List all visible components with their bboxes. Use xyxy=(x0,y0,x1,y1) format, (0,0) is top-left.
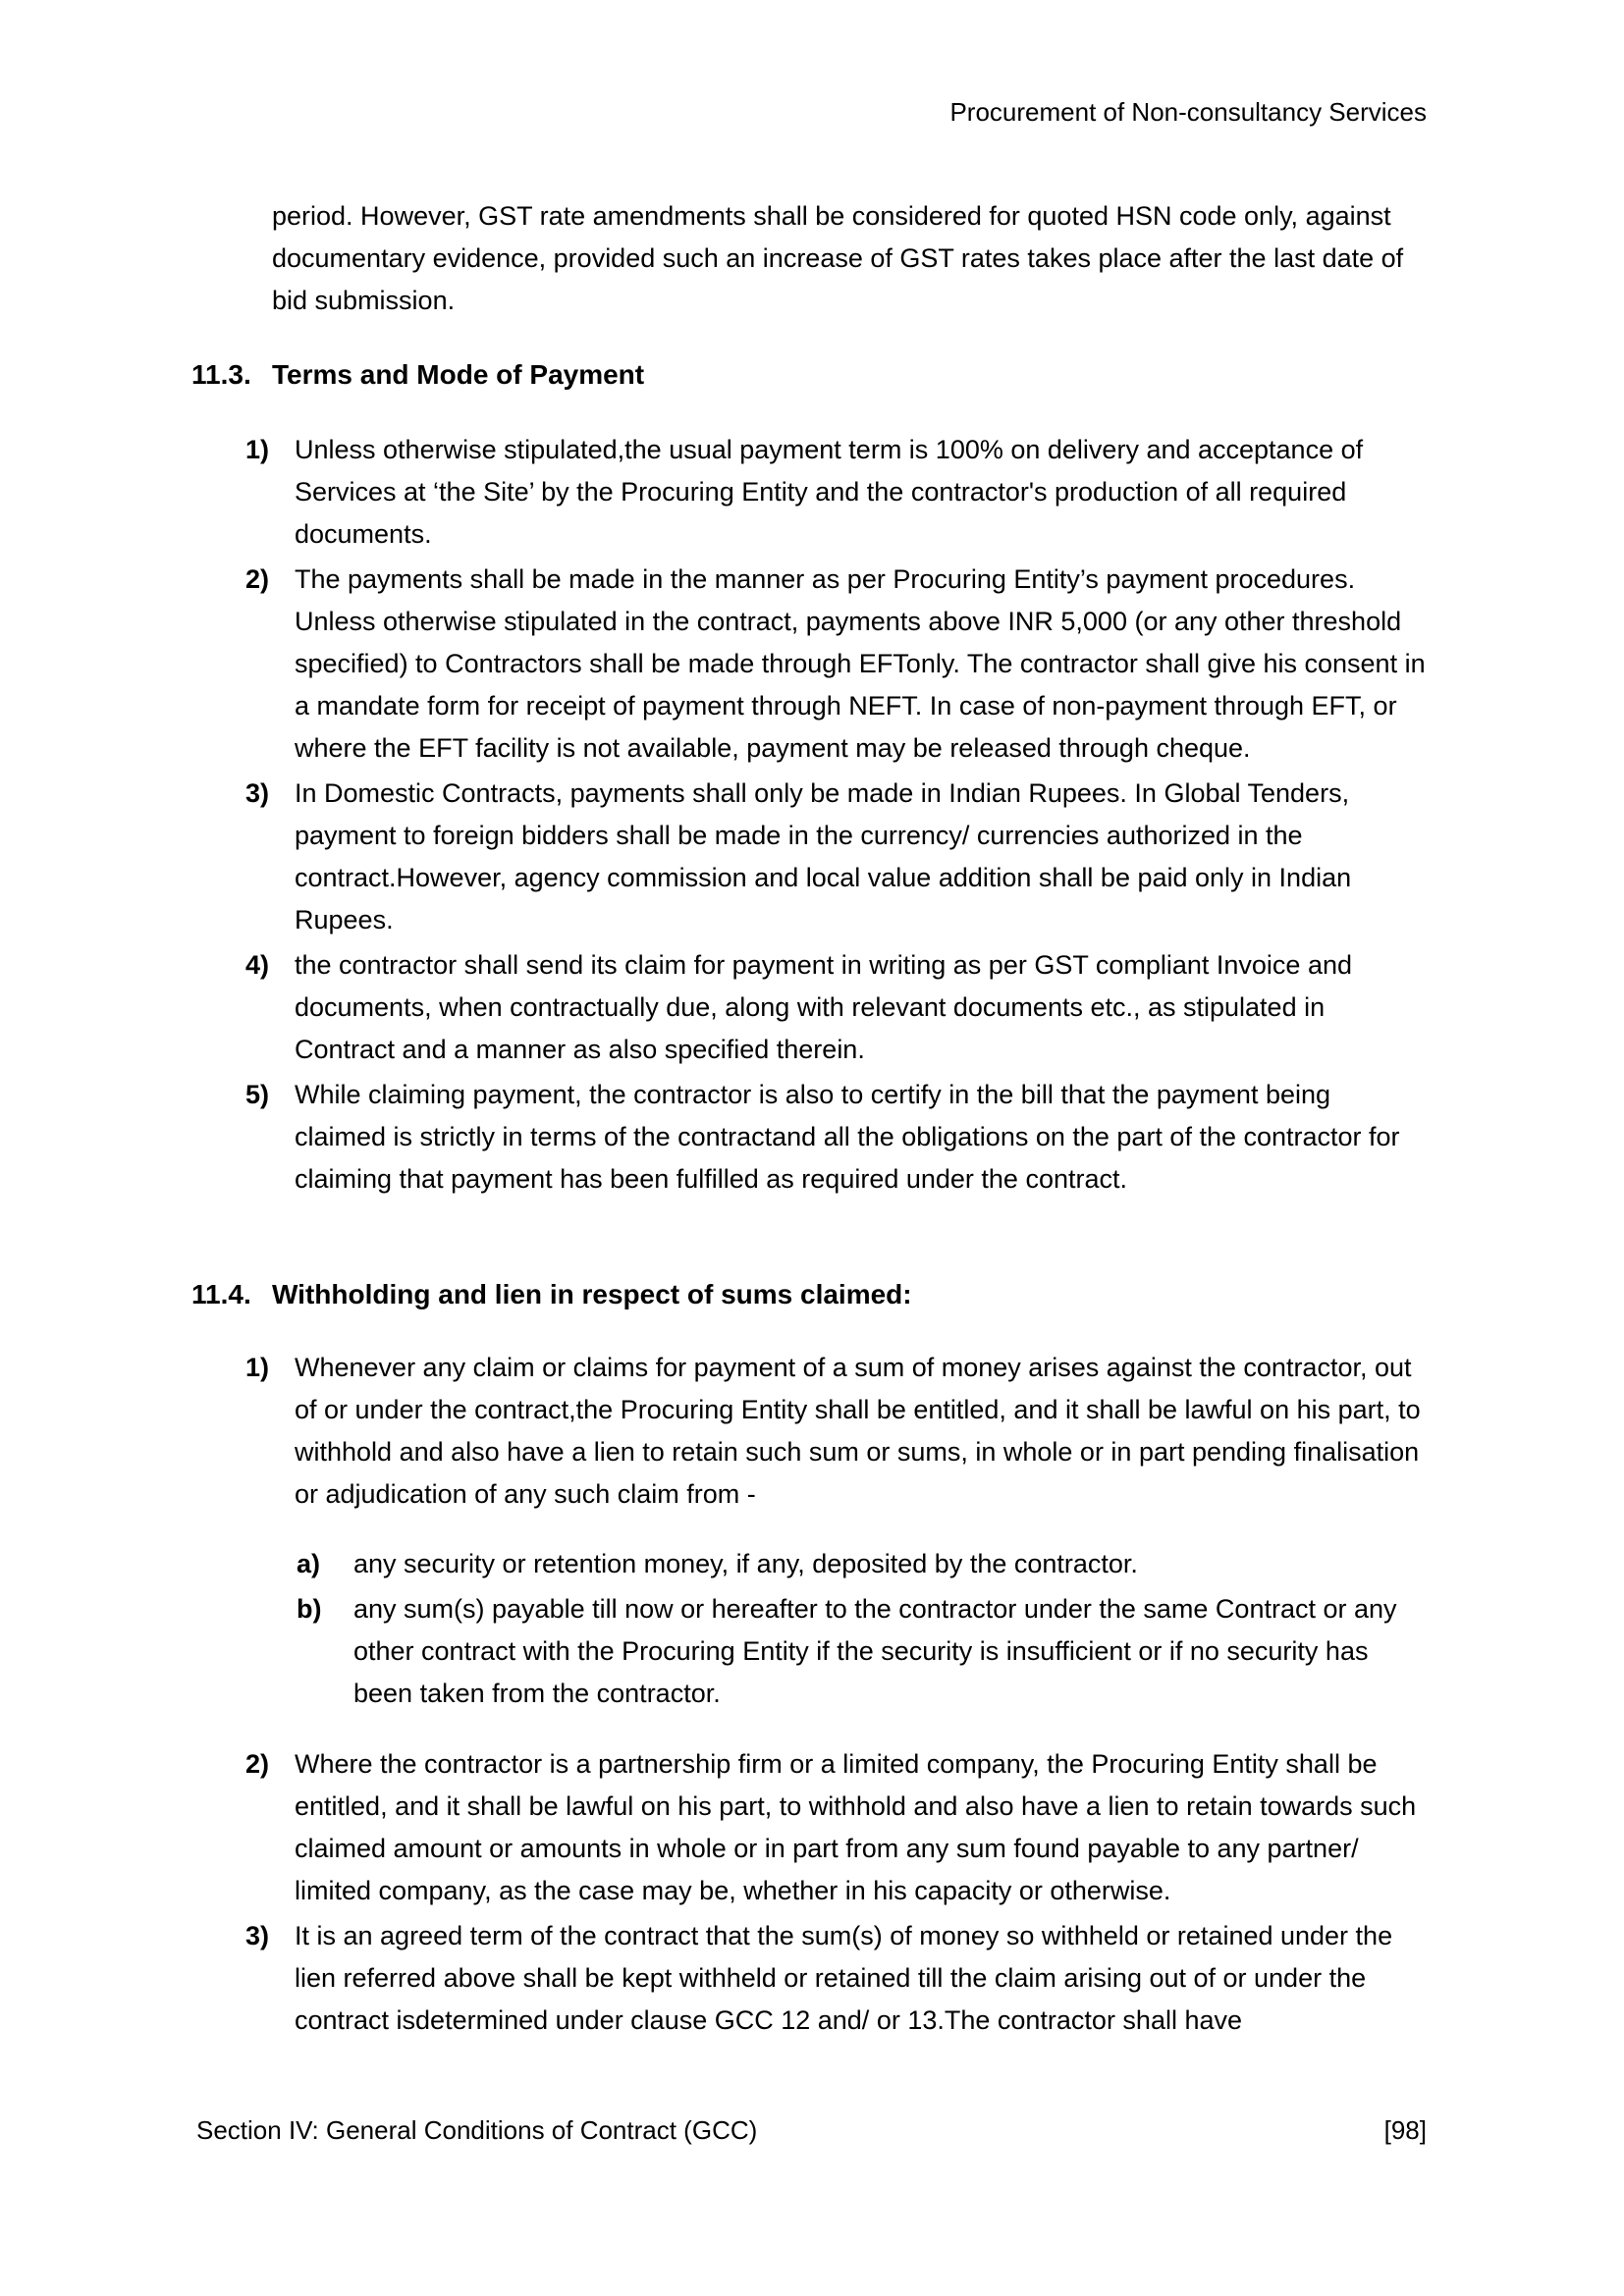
list-item-marker: 4) xyxy=(245,950,270,980)
section-heading-11-4 xyxy=(191,1273,1428,1315)
list-item xyxy=(245,944,1428,1071)
page-header xyxy=(196,96,1427,128)
list-item-text: The payments shall be made in the manner as per Procuring Entity’s payment procedures. Unless otherwise stipulated in the contract, payments above INR 5,000 (or any other threshold specified) to Contractors shall be made through EFTonly. The contractor shall give his consent in a mandate form for receipt of payment through NEFT. In case of non-payment through EFT, or where the EFT facility is not available, payment may be released through cheque. xyxy=(295,564,1426,763)
list-item-marker: 1) xyxy=(245,1353,270,1382)
footer-page-number: [98] xyxy=(1383,2115,1427,2145)
section-title-11-4: Withholding and lien in respect of sums claimed: xyxy=(272,1279,912,1309)
header-title: Procurement of Non-consultancy Services xyxy=(949,97,1427,127)
intro-paragraph: period. However, GST rate amendments shall be considered for quoted HSN code only, against documentary evidence, provided such an increase of GST rates takes place after the last date of bid submission. xyxy=(272,201,1404,315)
sub-list-item xyxy=(297,1588,1428,1715)
list-item-text: It is an agreed term of the contract that the sum(s) of money so withheld or retained under the lien referred above shall be kept withheld or retained till the claim arising out of or under the contract isdetermined under clause GCC 12 and/ or 13.The contractor shall have xyxy=(295,1921,1393,2035)
list-item xyxy=(245,1915,1428,2042)
list-item-marker: 1) xyxy=(245,435,270,464)
section-number-11-3: 11.3. xyxy=(191,359,251,390)
sub-list-item-marker: a) xyxy=(297,1549,321,1578)
section-11-4-content xyxy=(245,1347,1428,2045)
list-item-text: Whenever any claim or claims for payment of a sum of money arises against the contractor, out of or under the contract,the Procuring Entity shall be entitled, and it shall be lawful on his part, to withhold and also have a lien to retain such sum or sums, in whole or in part pending finalisation or adjudication of any such claim from - xyxy=(295,1353,1421,1509)
section-number-11-4: 11.4. xyxy=(191,1279,251,1309)
page-footer xyxy=(196,2114,1427,2146)
section-11-4-sublist xyxy=(297,1543,1428,1715)
section-title-11-3: Terms and Mode of Payment xyxy=(272,359,645,390)
list-item-text: Unless otherwise stipulated,the usual payment term is 100% on delivery and acceptance of Services at ‘the Site’ by the Procuring Entity and the contractor's production of all required documents. xyxy=(295,435,1364,549)
list-item-marker: 2) xyxy=(245,1749,270,1779)
list-item xyxy=(245,1347,1428,1516)
list-item xyxy=(245,559,1428,770)
list-item xyxy=(245,429,1428,556)
sub-list-item-text: any sum(s) payable till now or hereafter to the contractor under the same Contract or any other contract with the Procuring Entity if the security is insufficient or if no security has been taken from the contractor. xyxy=(353,1594,1397,1708)
list-item-text: the contractor shall send its claim for payment in writing as per GST compliant Invoice and documents, when contractually due, along with relevant documents etc., as stipulated in Contract and a manner as also specified therein. xyxy=(295,950,1352,1064)
list-item-marker: 3) xyxy=(245,1921,270,1950)
list-item-text: While claiming payment, the contractor is also to certify in the bill that the payment being claimed is strictly in terms of the contractand all the obligations on the part of the contractor for claiming that payment has been fulfilled as required under the contract. xyxy=(295,1080,1400,1194)
list-item-text: In Domestic Contracts, payments shall only be made in Indian Rupees. In Global Tenders, payment to foreign bidders shall be made in the currency/ currencies authorized in the contract.However, agency commission and local value addition shall be paid only in Indian Rupees. xyxy=(295,778,1352,934)
sub-list-item-text: any security or retention money, if any, deposited by the contractor. xyxy=(353,1549,1138,1578)
list-item xyxy=(245,773,1428,941)
footer-section-label: Section IV: General Conditions of Contract (GCC) xyxy=(196,2115,758,2145)
sub-list-item xyxy=(297,1543,1428,1585)
list-item-marker: 5) xyxy=(245,1080,270,1109)
sub-list-item-marker: b) xyxy=(297,1594,322,1624)
section-11-3-list xyxy=(245,429,1428,1203)
list-item-marker: 3) xyxy=(245,778,270,808)
list-item-text: Where the contractor is a partnership firm or a limited company, the Procuring Entity shall be entitled, and it shall be lawful on his part, to withhold and also have a lien to retain towards such claimed amount or amounts in whole or in part from any sum found payable to any partner/ limited company, as the case may be, whether in his capacity or otherwise. xyxy=(295,1749,1417,1905)
list-item xyxy=(245,1074,1428,1201)
list-item xyxy=(245,1743,1428,1912)
section-heading-11-3 xyxy=(191,353,1428,396)
list-item-marker: 2) xyxy=(245,564,270,594)
